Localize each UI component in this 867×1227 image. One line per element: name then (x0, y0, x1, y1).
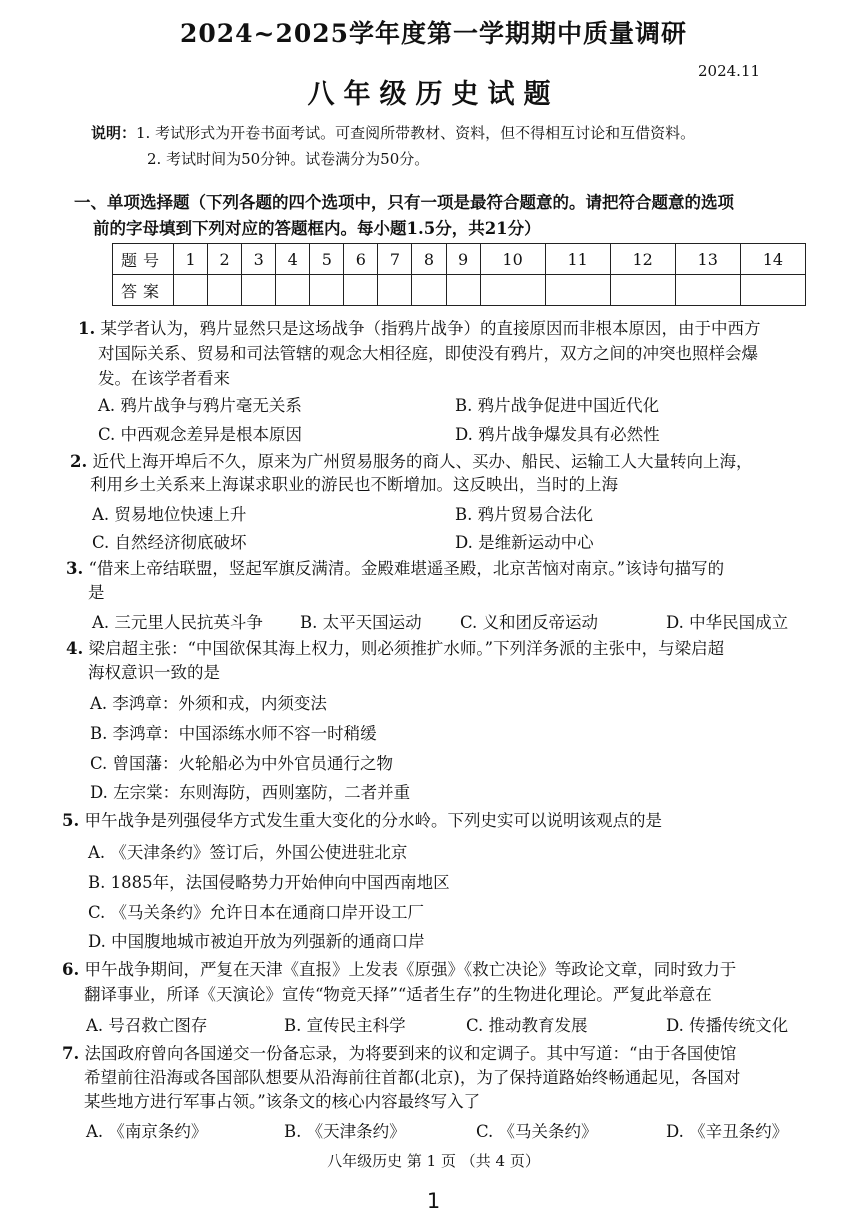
question-6-option-c[interactable]: C. 推动教育发展 (466, 1016, 588, 1035)
answer-cell[interactable] (412, 275, 446, 306)
answer-grid-number: 13 (675, 244, 740, 275)
question-number: 3. (66, 559, 84, 578)
answer-grid-number: 11 (545, 244, 610, 275)
answer-grid-number: 9 (446, 244, 480, 275)
answer-cell[interactable] (480, 275, 545, 306)
answer-cell[interactable] (545, 275, 610, 306)
question-4-option-a[interactable]: A. 李鸿章：外须和戎，内须变法 (90, 694, 327, 713)
question-3-option-c[interactable]: C. 义和团反帝运动 (460, 613, 599, 632)
question-4-line-2: 海权意识一致的是 (88, 663, 220, 682)
answer-cell[interactable] (310, 275, 344, 306)
question-number: 2. (70, 452, 88, 471)
question-1-option-c[interactable]: C. 中西观念差异是根本原因 (98, 425, 303, 444)
question-number: 6. (62, 960, 80, 979)
question-2-option-b[interactable]: B. 鸦片贸易合法化 (455, 505, 594, 524)
question-7-option-b[interactable]: B. 《天津条约》 (284, 1122, 406, 1141)
question-text: 法国政府曾向各国递交一份备忘录，为将要到来的议和定调子。其中写道：“由于各国使馆 (84, 1044, 737, 1063)
page-number: 1 (426, 1189, 441, 1213)
section-heading-line-2: 前的字母填到下列对应的答题框内。每小题1.5分，共21分） (93, 219, 541, 238)
question-2-option-a[interactable]: A. 贸易地位快速上升 (92, 505, 247, 524)
answer-grid-number: 14 (740, 244, 805, 275)
question-3-option-b[interactable]: B. 太平天国运动 (300, 613, 422, 632)
instructions-text-1: 1. 考试形式为开卷书面考试。可查阅所带教材、资料，但不得相互讨论和互借资料。 (136, 124, 696, 142)
question-1-option-d[interactable]: D. 鸦片战争爆发具有必然性 (455, 425, 660, 444)
answer-cell[interactable] (675, 275, 740, 306)
answer-grid-number: 1 (174, 244, 208, 275)
answer-grid-number: 8 (412, 244, 446, 275)
answer-grid-number: 6 (344, 244, 378, 275)
question-text: 近代上海开埠后不久，原来为广州贸易服务的商人、买办、船民、运输工人大量转向上海， (92, 452, 753, 471)
question-2-option-d[interactable]: D. 是维新运动中心 (455, 533, 594, 552)
question-4-option-d[interactable]: D. 左宗棠：东则海防，西则塞防，二者并重 (90, 783, 411, 802)
question-text: “借来上帝结联盟，竖起军旗反满清。金殿难堪遥圣殿，北京苦恼对南京。”该诗句描写的 (88, 559, 725, 578)
question-7-line-1 (62, 1041, 736, 1066)
exam-title: 2024~2025学年度第一学期期中质量调研 (179, 19, 688, 48)
question-1-line-1 (78, 316, 760, 341)
question-6-line-2: 翻译事业，所译《天演论》宣传“物竞天择”“适者生存”的生物进化理论。严复此举意在 (84, 985, 712, 1004)
answer-grid-number: 12 (610, 244, 675, 275)
question-3-line-2: 是 (88, 583, 105, 602)
question-7-line-2: 希望前往沿海或各国部队想要从沿海前往首都(北京)，为了保持道路始终畅通起见，各国对 (84, 1068, 741, 1087)
question-4-option-c[interactable]: C. 曾国藩：火轮船必为中外官员通行之物 (90, 754, 394, 773)
answer-grid-number: 2 (208, 244, 242, 275)
answer-grid-number: 7 (378, 244, 412, 275)
question-text: 某学者认为，鸦片显然只是这场战争（指鸦片战争）的直接原因而非根本原因，由于中西方 (100, 319, 761, 338)
answer-cell[interactable] (276, 275, 310, 306)
answer-grid-number: 4 (276, 244, 310, 275)
question-1-option-b[interactable]: B. 鸦片战争促进中国近代化 (455, 396, 660, 415)
question-3-line-1 (66, 556, 724, 581)
question-7-line-3: 某些地方进行军事占领。”该条文的核心内容最终写入了 (84, 1092, 481, 1111)
question-text: 梁启超主张：“中国欲保其海上权力，则必须推扩水师。”下列洋务派的主张中，与梁启超 (88, 639, 725, 658)
question-4-line-1 (66, 636, 724, 661)
question-5-option-b[interactable]: B. 1885年，法国侵略势力开始伸向中国西南地区 (88, 873, 450, 892)
question-3-option-a[interactable]: A. 三元里人民抗英斗争 (92, 613, 263, 632)
question-5-option-a[interactable]: A. 《天津条约》签订后，外国公使进驻北京 (88, 843, 408, 862)
answer-cell[interactable] (610, 275, 675, 306)
instructions-line-2: 2. 考试时间为50分钟。试卷满分为50分。 (147, 150, 430, 168)
question-2-line-1 (70, 449, 752, 474)
question-number: 5. (62, 811, 80, 830)
answer-cell[interactable] (242, 275, 276, 306)
question-2-line-2: 利用乡土关系来上海谋求职业的游民也不断增加。这反映出，当时的上海 (90, 475, 618, 494)
question-text: 甲午战争是列强侵华方式发生重大变化的分水岭。下列史实可以说明该观点的是 (84, 811, 662, 830)
page-footer: 八年级历史 第 1 页 （共 4 页） (327, 1152, 540, 1170)
answer-cell[interactable] (344, 275, 378, 306)
question-2-option-c[interactable]: C. 自然经济彻底破坏 (92, 533, 247, 552)
question-number: 7. (62, 1044, 80, 1063)
answer-grid-number: 10 (480, 244, 545, 275)
question-4-option-b[interactable]: B. 李鸿章：中国添练水师不容一时稍缓 (90, 724, 377, 743)
question-1-option-a[interactable]: A. 鸦片战争与鸦片毫无关系 (98, 396, 302, 415)
answer-grid-number-row (113, 244, 806, 275)
question-text: 甲午战争期间，严复在天津《直报》上发表《原强》《救亡决论》等政论文章，同时致力于 (84, 960, 737, 979)
answer-grid-number: 3 (242, 244, 276, 275)
question-6-option-d[interactable]: D. 传播传统文化 (666, 1016, 789, 1035)
question-7-option-a[interactable]: A. 《南京条约》 (86, 1122, 208, 1141)
answer-grid-number: 5 (310, 244, 344, 275)
instructions-line-1 (91, 122, 695, 143)
answer-grid (112, 243, 806, 306)
question-1-line-3: 发。在该学者看来 (98, 369, 230, 388)
answer-cell[interactable] (740, 275, 805, 306)
answer-cell[interactable] (208, 275, 242, 306)
question-number: 4. (66, 639, 84, 658)
question-1-line-2: 对国际关系、贸易和司法管辖的观念大相径庭，即使没有鸦片，双方之间的冲突也照样会爆 (98, 344, 758, 363)
answer-cell[interactable] (378, 275, 412, 306)
question-3-option-d[interactable]: D. 中华民国成立 (666, 613, 789, 632)
exam-subtitle: 八年级历史试题 (307, 79, 560, 110)
answer-grid-number-label: 题号 (113, 244, 174, 275)
instructions-label: 说明： (91, 124, 137, 142)
section-heading-line-1: 一、单项选择题（下列各题的四个选项中，只有一项是最符合题意的。请把符合题意的选项 (74, 193, 734, 212)
answer-grid-answer-row (113, 275, 806, 306)
question-6-line-1 (62, 957, 736, 982)
question-5-option-d[interactable]: D. 中国腹地城市被迫开放为列强新的通商口岸 (88, 932, 425, 951)
answer-cell[interactable] (174, 275, 208, 306)
question-number: 1. (78, 319, 96, 338)
exam-date: 2024.11 (698, 62, 761, 80)
question-7-option-d[interactable]: D. 《辛丑条约》 (666, 1122, 789, 1141)
question-5-line-1 (62, 808, 662, 833)
question-7-option-c[interactable]: C. 《马关条约》 (476, 1122, 598, 1141)
question-6-option-a[interactable]: A. 号召救亡图存 (86, 1016, 208, 1035)
answer-cell[interactable] (446, 275, 480, 306)
question-6-option-b[interactable]: B. 宣传民主科学 (284, 1016, 406, 1035)
answer-grid-answer-label: 答案 (113, 275, 174, 306)
question-5-option-c[interactable]: C. 《马关条约》允许日本在通商口岸开设工厂 (88, 903, 425, 922)
